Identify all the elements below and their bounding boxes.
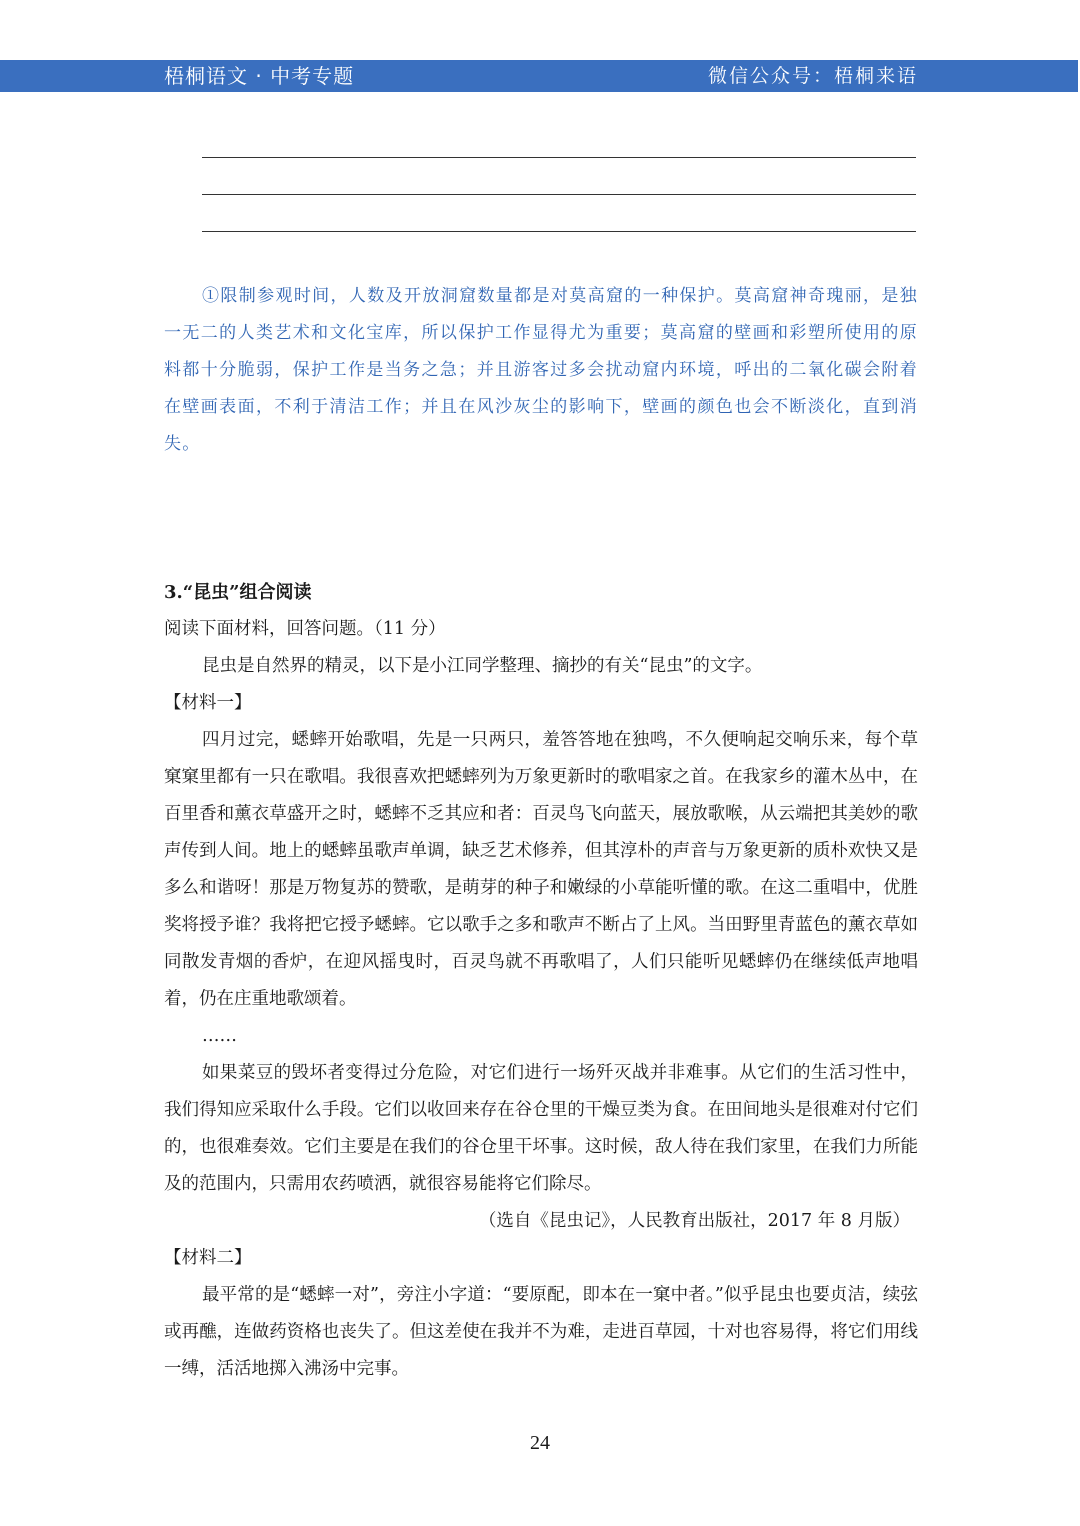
question-instruction: 阅读下面材料，回答问题。（11 分）: [164, 619, 446, 639]
material1-label: 【材料一】: [164, 693, 252, 713]
answer-text: ①限制参观时间，人数及开放洞窟数量都是对莫高窟的一种保护。莫高窟神奇瑰丽，是独一无二的人类艺术和文化宝库，所以保护工作显得尤为重要；莫高窟的壁画和彩塑所使用的原料都十分脆弱，保护工作是当务之急；并且游客过多会扰动窟内环境，呼出的二氧化碳会附着在壁画表面，不利于清洁工作；并且在风沙灰尘的影响下，壁画的颜色也会不断淡化，直到消失。: [164, 286, 918, 454]
material1-paragraph-2: 如果菜豆的毁坏者变得过分危险，对它们进行一场歼灭战并非难事。从它们的生活习性中，我们得知应采取什么手段。它们以收回来存在谷仓里的干燥豆类为食。在田间地头是很难对付它们的，也很难奏效。它们主要是在我们的谷仓里干坏事。这时候，敌人待在我们家里，在我们力所能及的范围内，只需用农药喷洒，就很容易能将它们除尽。: [164, 1063, 918, 1194]
material2-paragraph-1: 最平常的是“蟋蟀一对”，旁注小字道：“要原配，即本在一窠中者。”似乎昆虫也要贞洁，续弦或再醮，连做药资格也丧失了。但这差使在我并不为难，走进百草园，十对也容易得，将它们用线一缚，活活地掷入沸汤中完事。: [164, 1285, 918, 1379]
material1-paragraph-1: 四月过完，蟋蟀开始歌唱，先是一只两只，羞答答地在独鸣，不久便响起交响乐来，每个草窠窠里都有一只在歌唱。我很喜欢把蟋蟀列为万象更新时的歌唱家之首。在我家乡的灌木丛中，在百里香和薰衣草盛开之时，蟋蟀不乏其应和者：百灵鸟飞向蓝天，展放歌喉，从云端把其美妙的歌声传到人间。地上的蟋蟀虽歌声单调，缺乏艺术修养，但其淳朴的声音与万象更新的质朴欢快又是多么和谐呀！那是万物复苏的赞歌，是萌芽的种子和嫩绿的小草能听懂的歌。在这二重唱中，优胜奖将授予谁？我将把它授予蟋蟀。它以歌手之多和歌声不断占了上风。当田野里青蓝色的薰衣草如同散发青烟的香炉，在迎风摇曳时，百灵鸟就不再歌唱了，人们只能听见蟋蟀仍在继续低声地唱着，仍在庄重地歌颂着。: [164, 730, 918, 1009]
material1-source: （选自《昆虫记》，人民教育出版社，2017 年 8 月版）: [478, 1211, 910, 1231]
answer-line-3: [202, 231, 916, 232]
header-title: 梧桐语文 · 中考专题: [164, 64, 355, 88]
question-intro: 昆虫是自然界的精灵，以下是小江同学整理、摘抄的有关“昆虫”的文字。: [202, 656, 763, 676]
ellipsis: ……: [202, 1026, 237, 1046]
header-wechat-account: 微信公众号：梧桐来语: [707, 65, 918, 87]
answer-line-2: [202, 194, 916, 195]
question-title: 3.“昆虫”组合阅读: [164, 582, 312, 603]
question-section: [164, 574, 918, 1388]
material2-label: 【材料二】: [164, 1248, 252, 1268]
header-bar: [0, 60, 1078, 92]
page-number: 24: [530, 1432, 550, 1454]
answer-line-1: [202, 157, 916, 158]
